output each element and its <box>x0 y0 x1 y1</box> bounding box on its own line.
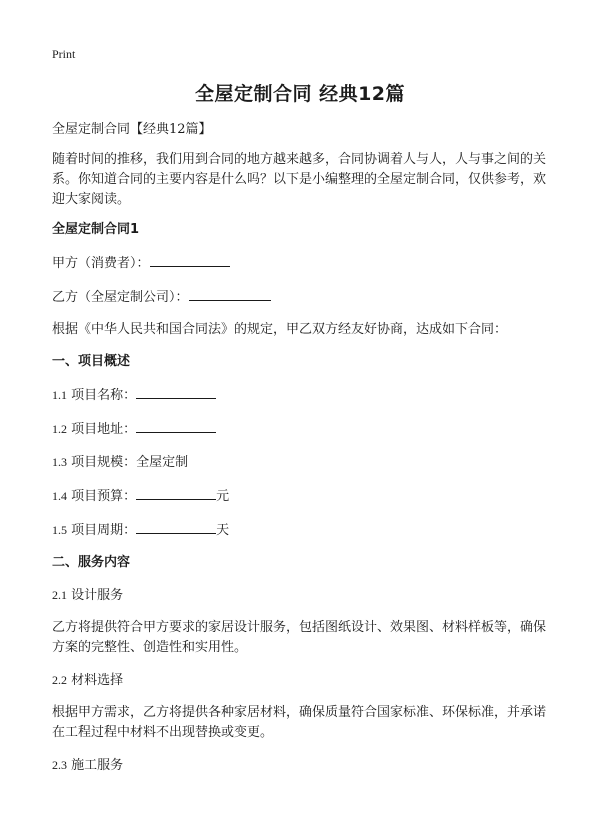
subsection-number: 2.3 <box>52 758 67 772</box>
item-blank <box>136 384 216 399</box>
section-2-heading: 二、服务内容 <box>52 555 131 570</box>
item-value: 全屋定制 <box>136 455 189 470</box>
party-a-label: 甲方（消费者）： <box>52 256 150 271</box>
document-body <box>52 120 552 788</box>
agreement-paragraph: 根据《中华人民共和国合同法》的规定，甲乙双方经友好协商，达成如下合同： <box>52 322 508 337</box>
subsection-2-3-heading <box>52 755 552 776</box>
party-b-label: 乙方（全屋定制公司）： <box>52 290 189 305</box>
item-number: 1.4 <box>52 489 67 503</box>
item-label: 项目预算： <box>71 489 137 504</box>
subsection-title: 设计服务 <box>71 588 124 603</box>
item-label: 项目规模： <box>71 455 137 470</box>
item-1-4 <box>52 485 552 507</box>
contract-title: 全屋定制合同1 <box>52 222 140 237</box>
item-1-2 <box>52 418 552 440</box>
subsection-2-2-text: 根据甲方需求，乙方将提供各种家居材料，确保质量符合国家标准、环保标准，并承诺在工程过程中材料不出现替换或变更。 <box>52 705 547 740</box>
section-1-heading: 一、项目概述 <box>52 354 131 369</box>
party-a-field <box>52 252 552 274</box>
subsection-2-2-heading <box>52 670 552 691</box>
item-blank <box>136 485 216 500</box>
print-link[interactable]: Print <box>52 47 76 61</box>
subsection-2-1-heading <box>52 585 552 606</box>
item-suffix: 天 <box>216 523 230 538</box>
item-1-1 <box>52 384 552 406</box>
item-label: 项目地址： <box>71 422 137 437</box>
subsection-number: 2.1 <box>52 588 67 602</box>
item-number: 1.3 <box>52 455 67 469</box>
item-label: 项目名称： <box>71 388 137 403</box>
intro-paragraph: 随着时间的推移，我们用到合同的地方越来越多，合同协调着人与人，人与事之间的关系。你知道合同的主要内容是什么吗？以下是小编整理的全屋定制合同，仅供参考，欢迎大家阅读。 <box>52 152 547 207</box>
subsection-2-1-text: 乙方将提供符合甲方要求的家居设计服务，包括图纸设计、效果图、材料样板等，确保方案的完整性、创造性和实用性。 <box>52 620 547 655</box>
subsection-title: 材料选择 <box>71 673 124 688</box>
item-blank <box>136 418 216 433</box>
subsection-title: 施工服务 <box>71 758 124 773</box>
item-1-5 <box>52 519 552 541</box>
document-subtitle: 全屋定制合同【经典12篇】 <box>52 122 212 137</box>
item-number: 1.2 <box>52 422 67 436</box>
subsection-number: 2.2 <box>52 673 67 687</box>
party-b-blank <box>189 286 271 301</box>
item-label: 项目周期： <box>71 523 137 538</box>
item-blank <box>136 519 216 534</box>
item-suffix: 元 <box>216 489 230 504</box>
party-b-field <box>52 286 552 308</box>
item-1-3 <box>52 452 552 473</box>
document-title: 全屋定制合同 经典12篇 <box>194 83 406 105</box>
item-number: 1.1 <box>52 388 67 402</box>
item-number: 1.5 <box>52 523 67 537</box>
party-a-blank <box>150 252 230 267</box>
